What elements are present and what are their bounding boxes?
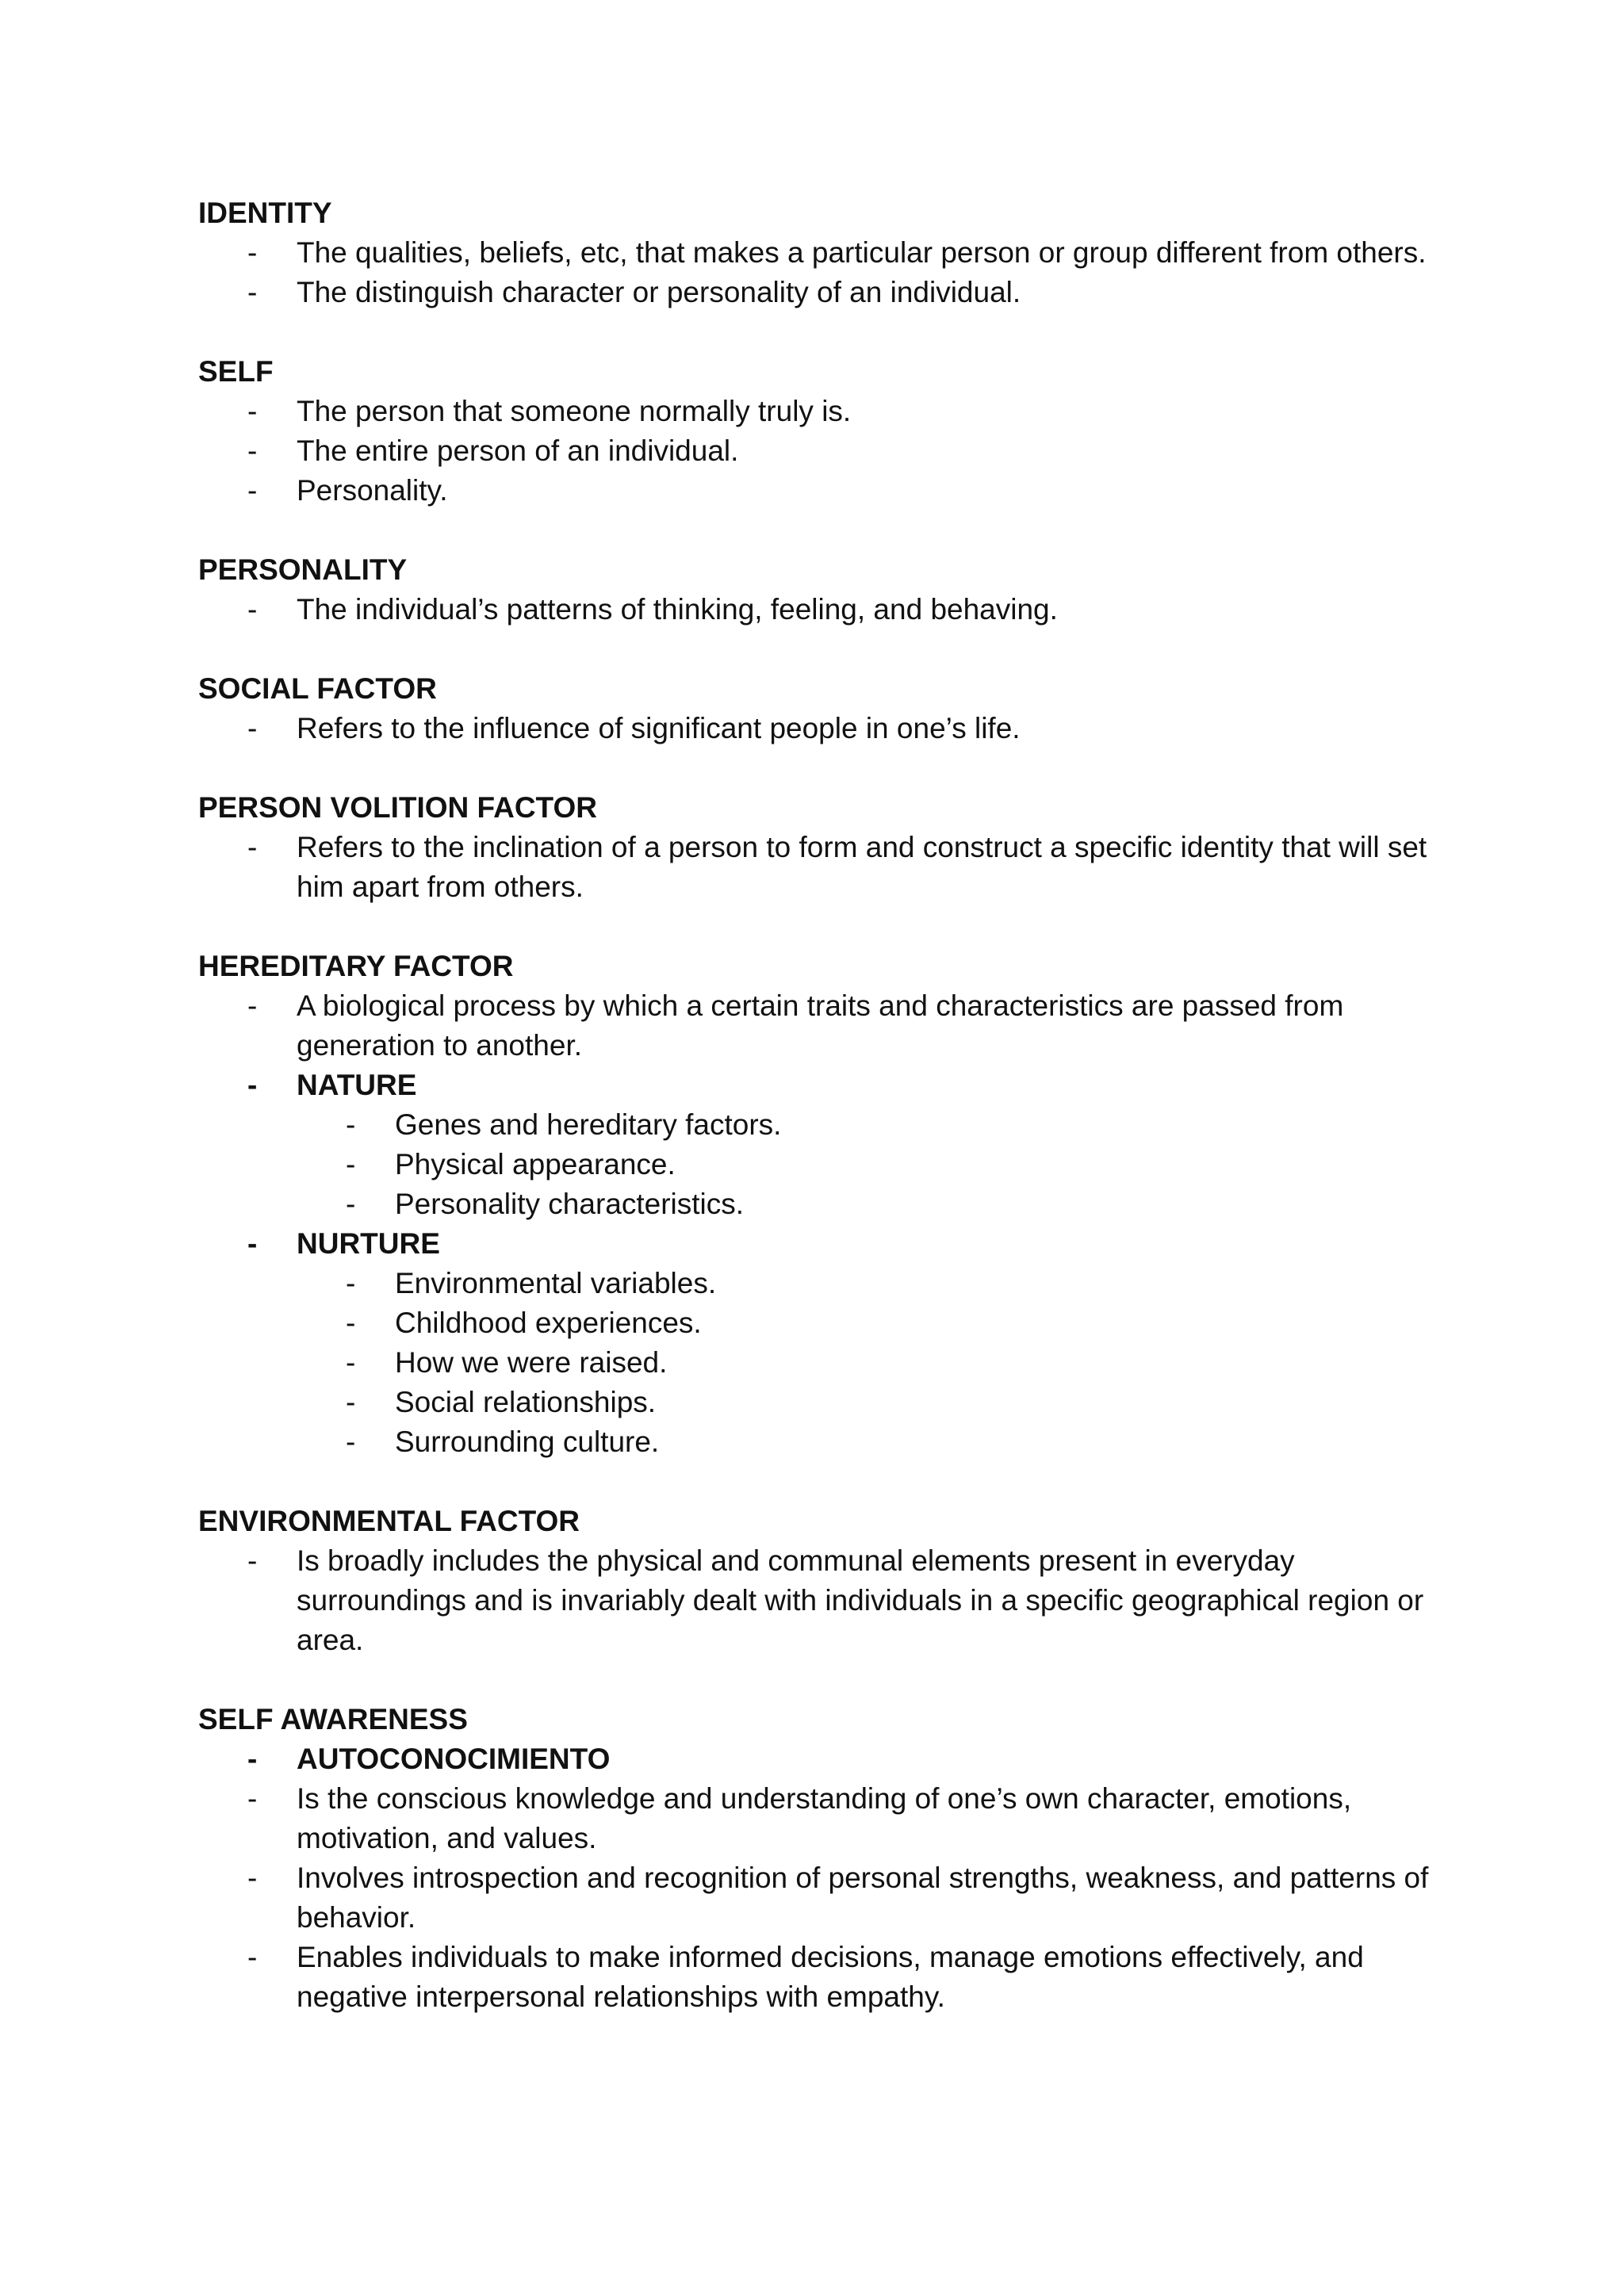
list-item: - The entire person of an individual. [198, 431, 1435, 471]
nature-sublist-wrap [297, 1105, 1435, 1224]
list-item: - Refers to the inclination of a person to form and construct a specific identity that will set him apart from others. [198, 828, 1435, 907]
nature-label-text: NATURE [297, 1069, 417, 1101]
nurture-label [198, 1224, 1435, 1264]
bullet-list [198, 986, 1435, 1105]
section-heading: PERSON VOLITION FACTOR [198, 791, 597, 824]
list-item: - Is the conscious knowledge and understanding of one’s own character, emotions, motivation, and values. [198, 1779, 1435, 1858]
section-heading: SOCIAL FACTOR [198, 672, 437, 705]
nature-sublist [297, 1105, 1435, 1224]
section-heading: ENVIRONMENTAL FACTOR [198, 1505, 580, 1537]
section-heading: IDENTITY [198, 197, 332, 229]
bullet-list [198, 1739, 1435, 2017]
list-item: - A biological process by which a certain traits and characteristics are passed from generation to another. [198, 986, 1435, 1066]
list-item: - Social relationships. [297, 1383, 1435, 1422]
bullet-list [198, 709, 1435, 748]
section-heading: SELF [198, 355, 274, 388]
bullet-list [198, 1541, 1435, 1660]
list-item: - Involves introspection and recognition of personal strengths, weakness, and patterns of behavior. [198, 1858, 1435, 1938]
section-identity [198, 193, 1435, 312]
section-heading: SELF AWARENESS [198, 1703, 468, 1735]
notes-content [198, 193, 1435, 2057]
list-item: - The person that someone normally truly is. [198, 392, 1435, 431]
list-item: - Is broadly includes the physical and communal elements present in everyday surroundings and is invariably dealt with individuals in a specific geographical region or area. [198, 1541, 1435, 1660]
list-item: - The qualities, beliefs, etc, that makes a particular person or group different from others. [198, 233, 1435, 273]
list-item: - How we were raised. [297, 1343, 1435, 1383]
self-awareness-sub-label: - AUTOCONOCIMIENTO [198, 1739, 1435, 1779]
list-item: - Personality characteristics. [297, 1184, 1435, 1224]
section-person-volition-factor [198, 788, 1435, 907]
bullet-list [198, 233, 1435, 312]
list-item: - The individual’s patterns of thinking, feeling, and behaving. [198, 590, 1435, 629]
section-heading: HEREDITARY FACTOR [198, 950, 514, 982]
bullet-list [198, 392, 1435, 511]
nurture-label-text: NURTURE [297, 1227, 440, 1260]
list-item: - Childhood experiences. [297, 1303, 1435, 1343]
list-item: - Enables individuals to make informed decisions, manage emotions effectively, and negative interpersonal relationships with empathy. [198, 1938, 1435, 2017]
list-item: - Physical appearance. [297, 1145, 1435, 1184]
section-self [198, 352, 1435, 511]
section-environmental-factor [198, 1502, 1435, 1660]
list-item: - The distinguish character or personality of an individual. [198, 273, 1435, 312]
list-item: - Environmental variables. [297, 1264, 1435, 1303]
section-social-factor [198, 669, 1435, 748]
bullet-list [198, 1224, 1435, 1264]
section-personality [198, 550, 1435, 629]
nurture-sublist [297, 1264, 1435, 1462]
section-hereditary-factor [198, 947, 1435, 1462]
nature-label [198, 1066, 1435, 1105]
nurture-sublist-wrap [297, 1264, 1435, 1462]
list-item: - Personality. [198, 471, 1435, 511]
bullet-list [198, 828, 1435, 907]
list-item: - Genes and hereditary factors. [297, 1105, 1435, 1145]
section-heading: PERSONALITY [198, 553, 408, 586]
bullet-list [198, 590, 1435, 629]
list-item: - Refers to the influence of significant people in one’s life. [198, 709, 1435, 748]
list-item: - Surrounding culture. [297, 1422, 1435, 1462]
section-self-awareness [198, 1700, 1435, 2017]
